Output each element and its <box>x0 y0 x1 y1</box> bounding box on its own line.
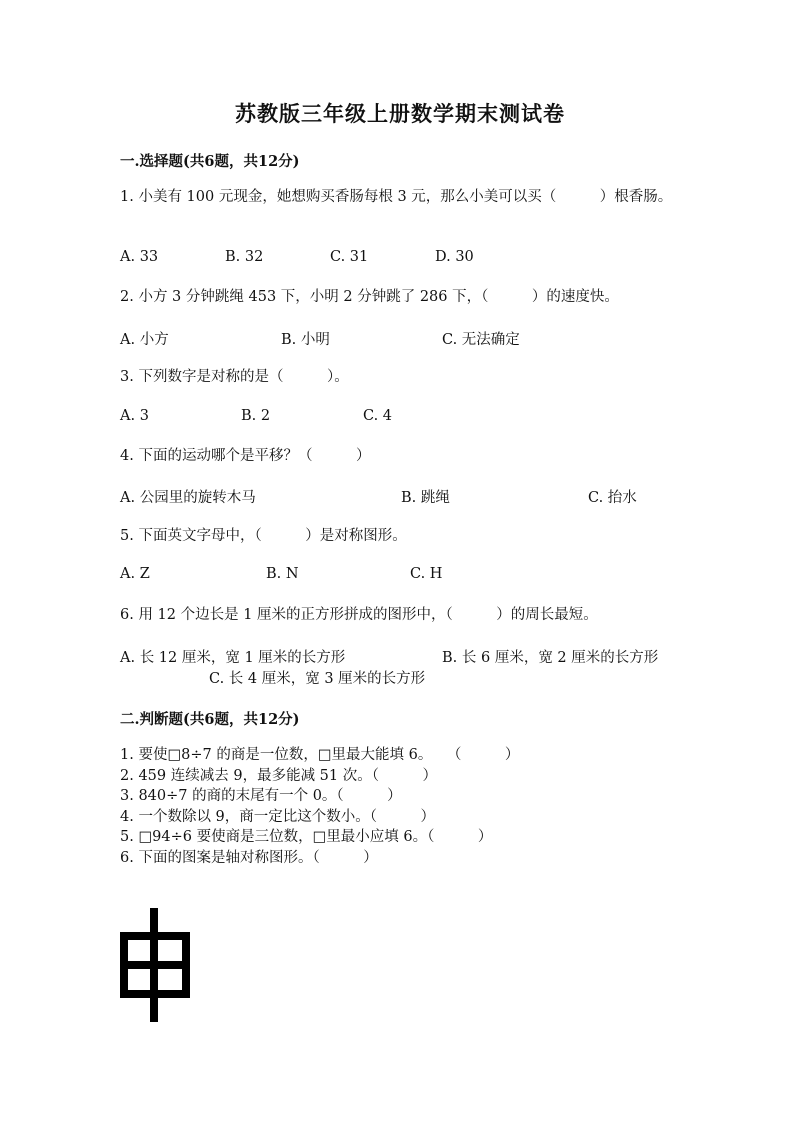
option-a: A. 小方 <box>120 332 169 348</box>
judge-item-1: 1. 要使□8÷7 的商是一位数，□里最大能填 6。 （ ） <box>120 747 520 763</box>
option-b: B. N <box>266 566 299 582</box>
shen-character-figure <box>118 906 192 1026</box>
question-2-options <box>120 328 700 350</box>
judge-item-4: 4. 一个数除以 9，商一定比这个数小。（ ） <box>120 808 436 825</box>
option-b: B. 长 6 厘米，宽 2 厘米的长方形 <box>442 650 659 666</box>
judge-item-5: 5. □94÷6 要使商是三位数，□里最小应填 6。（ ） <box>120 829 493 845</box>
question-6: 6. 用 12 个边长是 1 厘米的正方形拼成的图形中，（ ）的周长最短。 <box>120 607 598 623</box>
question-3: 3. 下列数字是对称的是（ ）。 <box>120 369 349 385</box>
option-c: C. H <box>410 566 443 582</box>
option-d: D. 30 <box>435 249 474 265</box>
figure-horizontal-stroke <box>124 961 186 969</box>
question-4-options <box>120 486 700 508</box>
option-c: C. 无法确定 <box>442 332 520 348</box>
option-c: C. 长 4 厘米，宽 3 厘米的长方形 <box>209 671 426 687</box>
question-4: 4. 下面的运动哪个是平移？（ ） <box>120 448 371 464</box>
question-6-options-line2 <box>120 667 700 689</box>
question-6-options <box>120 646 700 668</box>
page-title: 苏教版三年级上册数学期末测试卷 <box>235 101 565 126</box>
question-5: 5. 下面英文字母中，（ ）是对称图形。 <box>120 528 407 544</box>
option-a: A. 33 <box>120 249 159 265</box>
option-b: B. 跳绳 <box>401 490 450 506</box>
section-choice-heading: 一.选择题(共6题，共12分) <box>120 153 300 170</box>
judge-list <box>120 745 519 868</box>
option-c: C. 31 <box>330 249 369 265</box>
option-b: B. 32 <box>225 249 264 265</box>
option-c: C. 抬水 <box>588 490 637 506</box>
option-a: A. Z <box>120 566 150 582</box>
judge-item-3: 3. 840÷7 的商的末尾有一个 0。（ ） <box>120 788 402 804</box>
option-b: B. 2 <box>241 408 271 424</box>
option-a: A. 长 12 厘米，宽 1 厘米的长方形 <box>120 650 346 666</box>
section-judge-heading: 二.判断题(共6题，共12分) <box>120 711 300 728</box>
question-1: 1. 小美有 100 元现金，她想购买香肠每根 3 元，那么小美可以买（ ）根香肠。 <box>120 189 673 205</box>
judge-item-6: 6. 下面的图案是轴对称图形。（ ） <box>120 849 378 866</box>
option-b: B. 小明 <box>281 332 330 348</box>
option-a: A. 3 <box>120 408 149 424</box>
option-c: C. 4 <box>363 408 393 424</box>
question-5-options <box>120 566 700 588</box>
question-2: 2. 小方 3 分钟跳绳 453 下，小明 2 分钟跳了 286 下，（ ）的速度快。 <box>120 289 619 305</box>
question-3-options <box>120 408 700 430</box>
judge-item-2: 2. 459 连续减去 9，最多能减 51 次。（ ） <box>120 767 437 784</box>
question-1-options <box>120 249 700 271</box>
option-a: A. 公园里的旋转木马 <box>120 490 256 506</box>
